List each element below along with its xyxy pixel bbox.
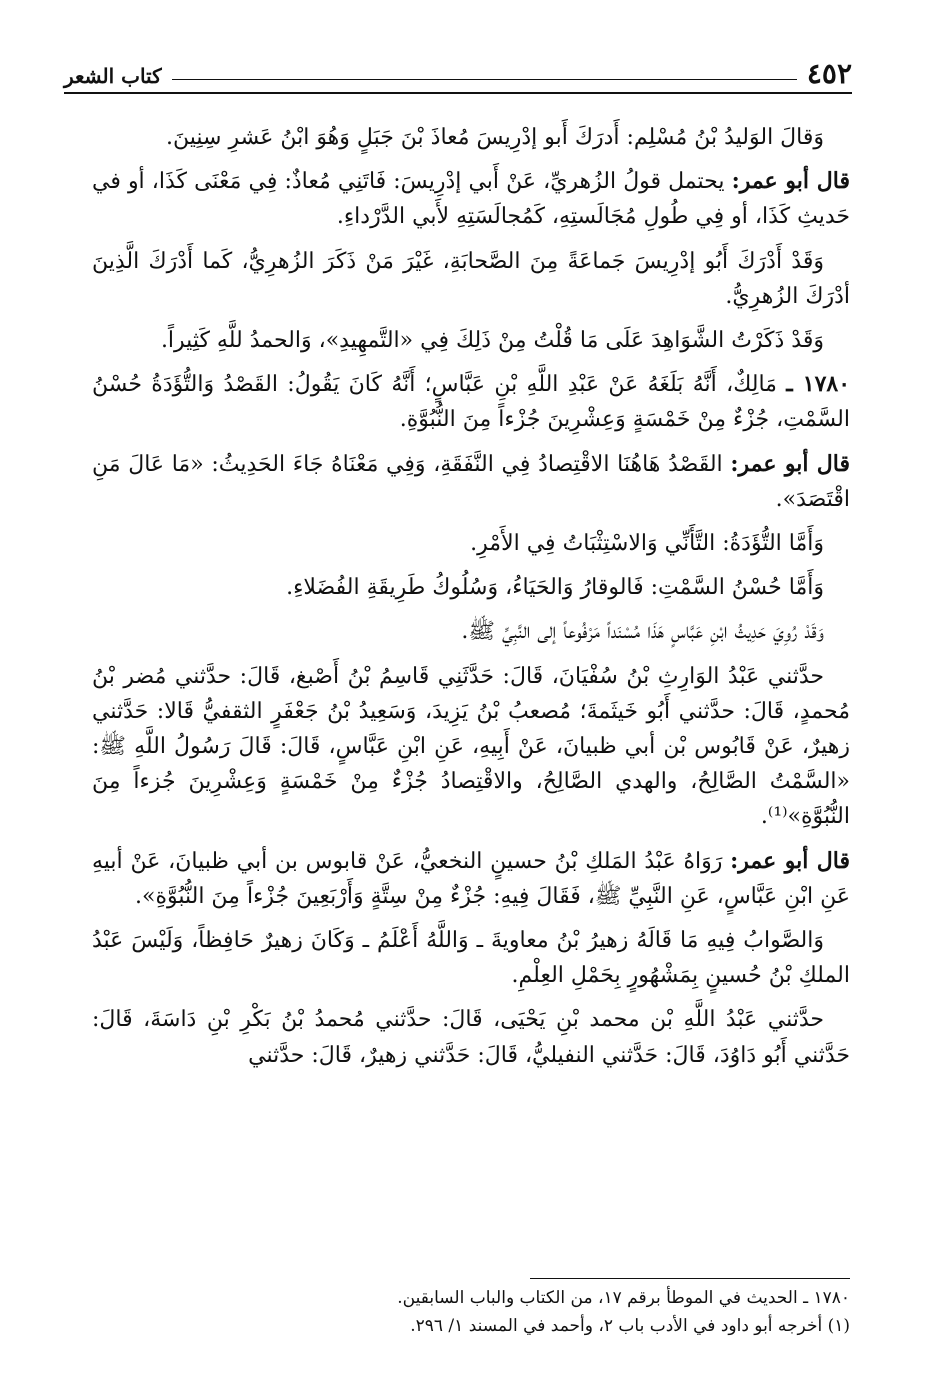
paragraph-11: قال أبو عمر: رَوَاهُ عَبْدُ المَلكِ بْنُ حسينٍ النخعيُّ، عَنْ قابوس بن أبي ظبيانَ، عَنْ أبيهِ عَنِ ابْنِ عَبَّاسٍ، عَنِ النَّبِيِّ ﷺ، فَقَالَ فِيهِ: جُزْءٌ مِنْ سِتَّةٍ وَأَرْبَعِينَ جُزْءاً مِنَ النُّبُوَّةِ».	[92, 847, 850, 909]
paragraph-12: وَالصَّوابُ فِيهِ مَا قَالَهُ زهيرُ بْنُ معاويةَ ـ وَاللَّهُ أَعْلَمُ ـ وَكَانَ زهيرٌ حَافِظاً، وَلَيْسَ عَبْدُ الملكِ بْنُ حُسينٍ بِمَشْهُورٍ بِحَمْلِ العِلْمِ.	[92, 928, 850, 989]
footnote-rule	[530, 1278, 850, 1279]
footnotes	[92, 1278, 850, 1341]
paragraph-lead: قال أبو عمر:	[730, 847, 850, 874]
paragraph-7: وَأَمَّا التُّؤَدَةُ: التَّأَنِّي وَالاسْتِثْبَاتُ فِي الأَمْرِ.	[470, 531, 824, 557]
paragraph-2: قال أبو عمر: يحتمل قولُ الزُهريِّ، عَنْ أَبي إدْرِيسَ: فَاتَنِي مُعاذٌ: فِي مَعْنَى كَذَا، أو في حَديثِ كَذَا، أو فِي طُولِ مُجَالَستِهِ، كَمُجالَسَتِهِ لأَبي الدَّرْداءِ.	[92, 168, 850, 230]
footnote-1: ١٧٨٠ ـ الحديث في الموطأ برقم ١٧، من الكتاب والباب السابقين.	[397, 1288, 850, 1308]
page-header	[64, 58, 852, 94]
paragraph-1: وَقالَ الوَليدُ بْنُ مُسْلِم: أَدرَكَ أَبو إدْرِيسَ مُعاذَ بْنَ جَبَلٍ وَهُوَ ابْنُ عَشرِ سِنِينَ.	[166, 125, 824, 150]
main-text	[92, 120, 850, 1082]
hadith-1780: ١٧٨٠ ـ مَالِكٌ، أَنَّهُ بَلَغَهُ عَنْ عَبْدِ اللَّهِ بْنِ عَبَّاسٍ؛ أَنَّهُ كَانَ يَقُولُ: القَصْدُ وَالتُّؤَدَةُ حُسْنُ السَّمْتِ، جُزْءٌ مِنْ خَمْسَةٍ وَعِشْرِينَ جُزْءاً مِنَ النُّبُوَّةِ.	[92, 371, 851, 433]
paragraph-6: قال أبو عمر: القَصْدُ هَاهُنَا الاقْتِصادُ فِي النَّفَقَةِ، وَفِي مَعْنَاهُ جَاءَ الحَدِيثُ: «مَا عَالَ مَنِ اقْتَصَدَ».	[92, 450, 851, 512]
paragraph-8: وَأَمَّا حُسْنُ السَّمْتِ: فَالوقارُ وَالحَيَاءُ، وَسُلُوكُ طَرِيقَةِ الفُضَلاءِ.	[286, 575, 824, 601]
paragraph-9: وَقَدْ رُوِيَ حَدِيثُ ابْنِ عَبَّاسٍ هَذَا مُسْنَداً مَرْفُوعاً إلى النَّبِيِّ ﷺ.	[461, 619, 824, 645]
paragraph-lead: قال أبو عمر:	[731, 168, 850, 195]
paragraph-13: حدَّثني عَبْدُ اللَّهِ بْن محمد بْنِ يَحْيَى، قَالَ: حدَّثني مُحمدُ بْنُ بَكْرِ بْنِ دَاسَةَ، قَالَ: حَدَّثني أَبُو دَاوُدَ، قَالَ: حَدَّثني النفيليُّ، قَالَ: حَدَّثني زهيرٌ، قَالَ: حدَّثني	[92, 1007, 850, 1068]
paragraph-4: وَقَدْ ذَكَرْتُ الشَّوَاهِدَ عَلَى مَا قُلْتُ مِنْ ذَلِكَ فِي «التَّمهِيدِ»، وَالحمدُ للَّهِ كَثِيراً.	[160, 328, 824, 354]
hadith-number: ١٧٨٠ ـ	[786, 371, 851, 398]
paragraph-lead: قال أبو عمر:	[730, 450, 851, 477]
paragraph-10: حدَّثني عَبْدُ الوَارِثِ بْنُ سُفْيَانَ، قَالَ: حَدَّثَنِي قَاسِمُ بْنُ أَصْبغ، قَالَ: حدَّثني مُضر بْنُ مُحمدٍ، قَالَ: حدَّثني أَبُو خَيثَمةَ؛ مُصعبُ بْنُ يَزِيدَ، وَسَعِيدُ بْنُ جَعْفَرٍ الثقفيُّ قَالا: حَدَّثني زهيرٌ، عَنْ قَابُوس بْن أبي ظبيانَ، عَنْ أَبِيهِ، عَنِ ابْنِ عَبَّاسٍ، قَالَ: قَالَ رَسُولُ اللَّهِ ﷺ: «السَّمْتُ الصَّالِحُ، والهدي الصَّالِحُ، والاقْتِصادُ جُزْءٌ مِنْ خَمْسَةٍ وَعِشْرِينَ جُزءاً مِنَ النُّبُوَّةِ»⁽¹⁾.	[92, 663, 850, 830]
book-title: كتاب الشعر	[64, 64, 162, 88]
header-rule	[172, 79, 797, 80]
paragraph-3: وَقَدْ أَدْرَكَ أَبُو إدْرِيسَ جَماعَةً مِنَ الصَّحابَةِ، غَيْرَ مَنْ ذَكَرَ الزُهرِيُّ، كَما أَدْرَكَ الَّذِينَ أدْرَكَ الزُهرِيُّ.	[92, 248, 850, 309]
page-number: ٤٥٢	[806, 57, 852, 90]
footnote-2: (١) أخرجه أبو داود في الأدب باب ٢، وأحمد في المسند ١/ ٢٩٦.	[410, 1316, 850, 1336]
